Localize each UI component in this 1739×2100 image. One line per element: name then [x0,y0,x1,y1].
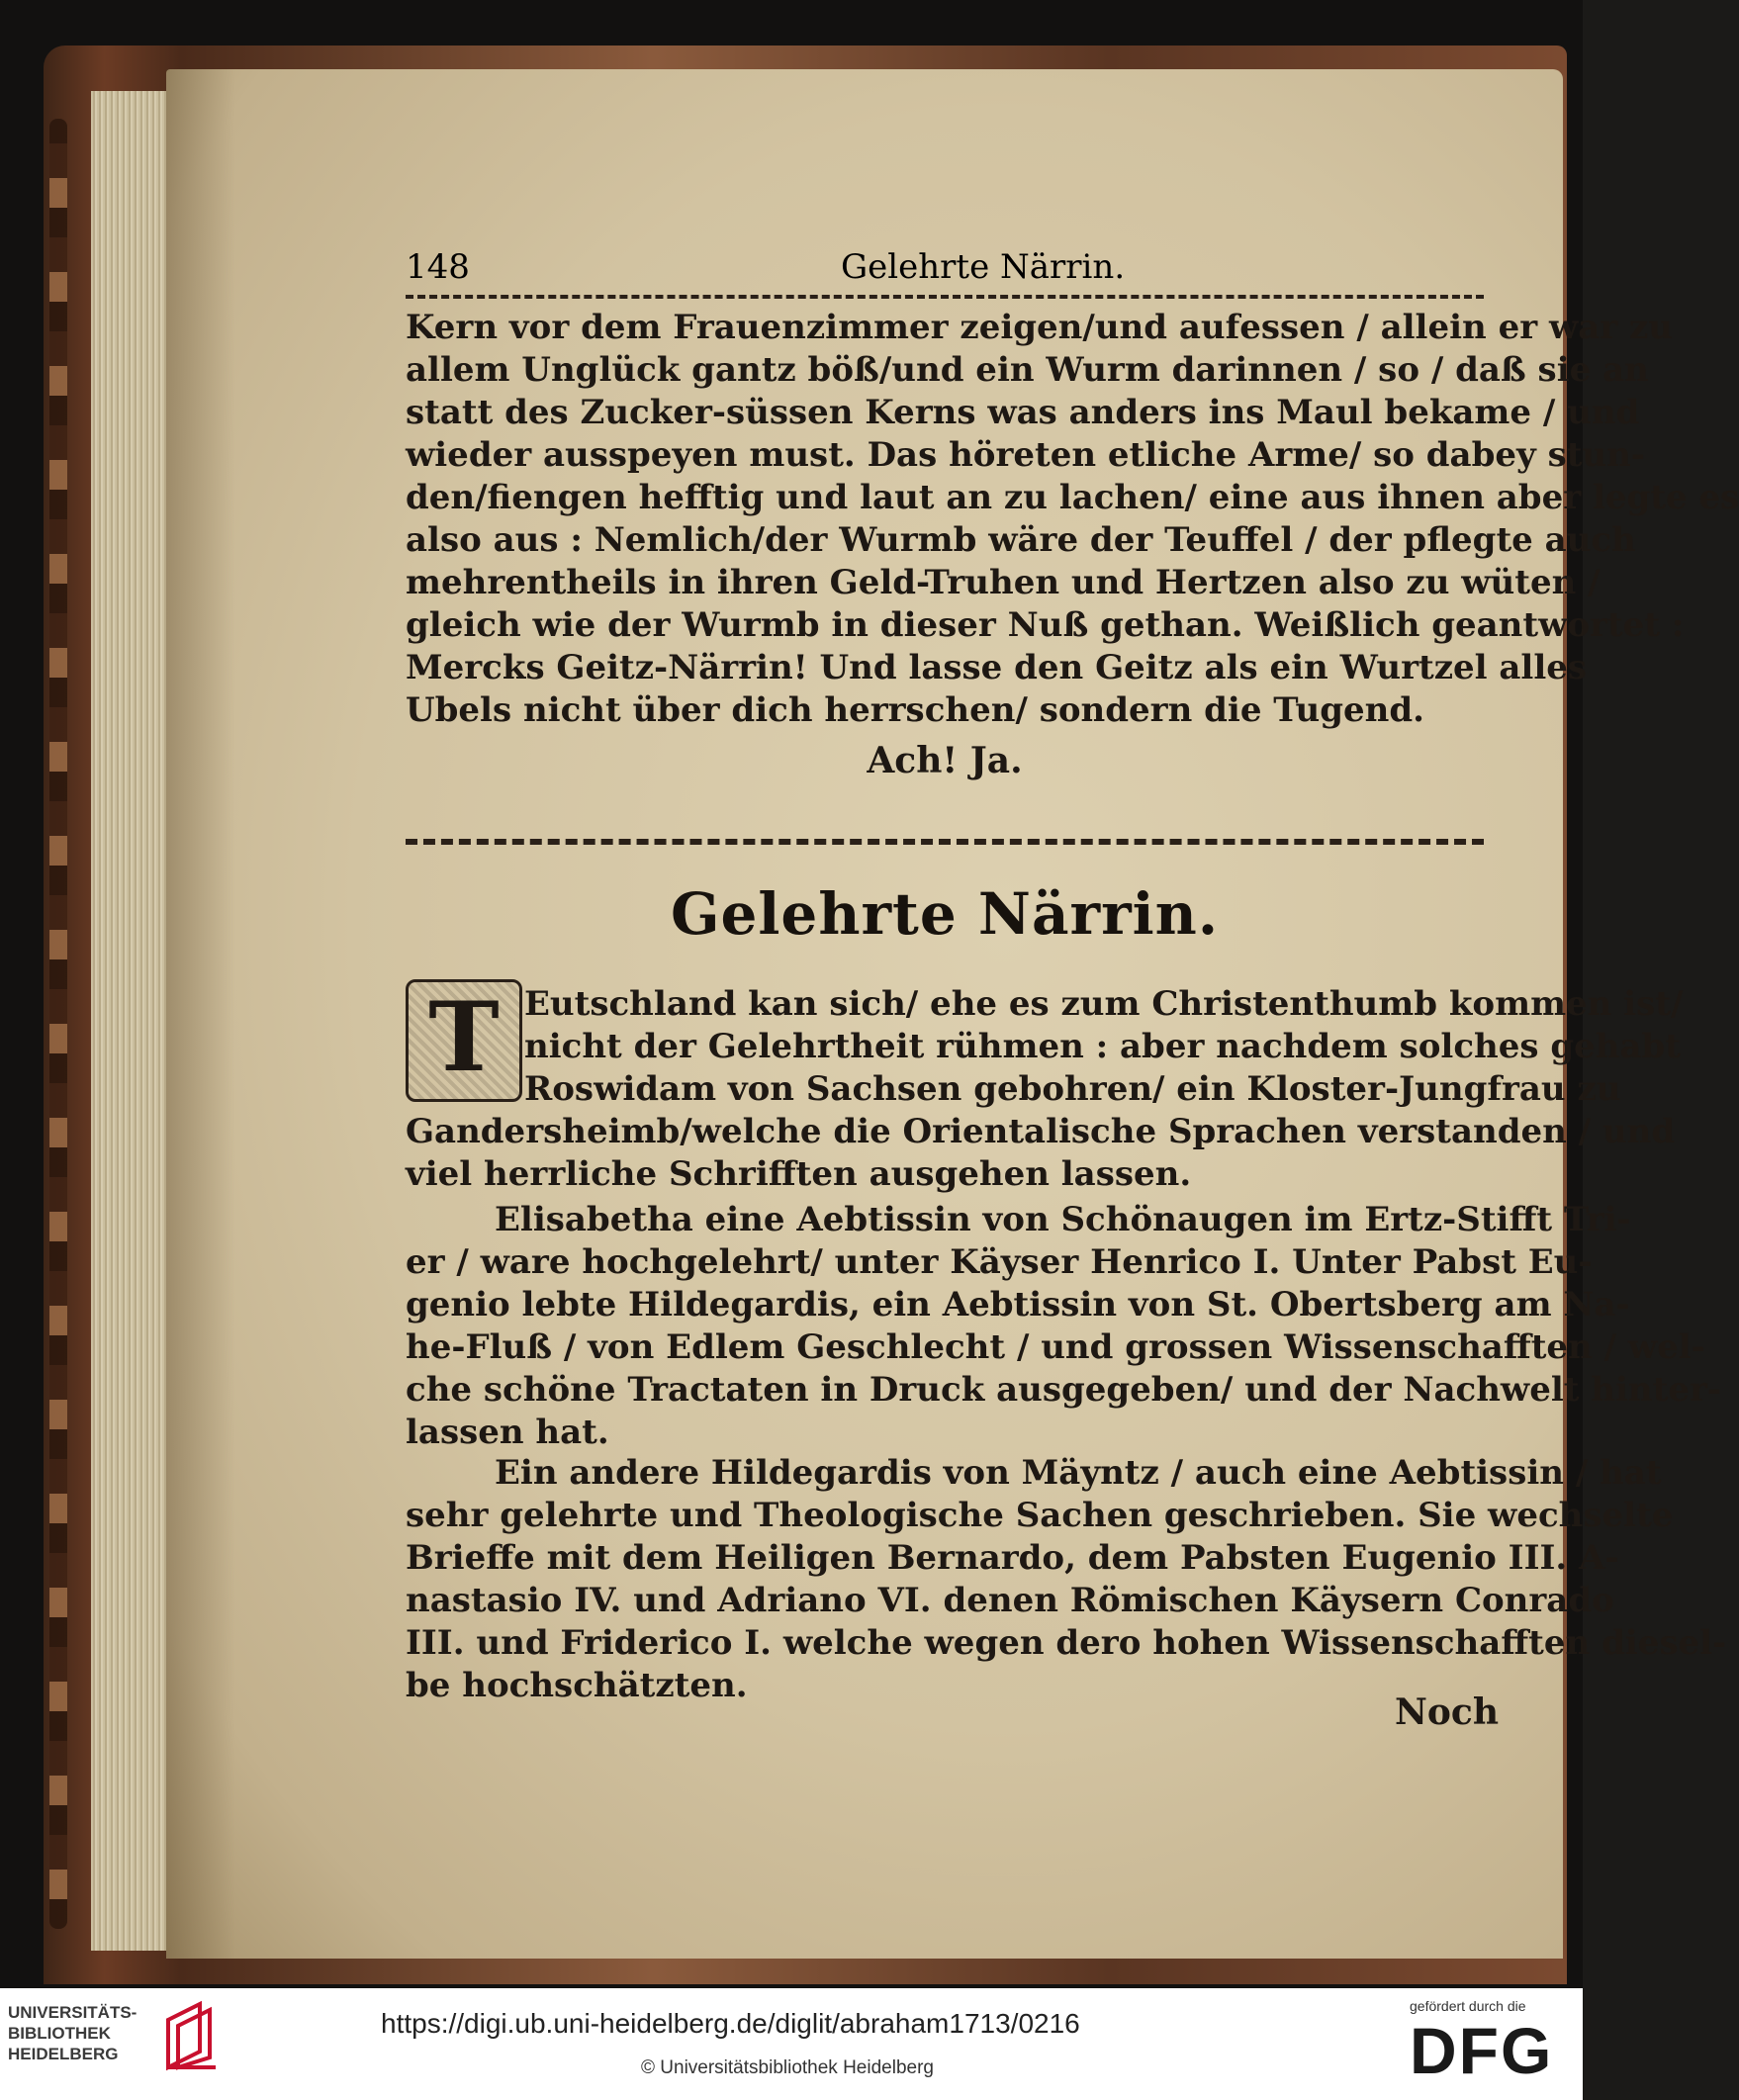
text-line: statt des Zucker-süssen Kerns was anders ins Maul bekame / und [406,393,1640,432]
text-line: Roswidam von Sachsen gebohren/ ein Kloster-Jungfrau zu [524,1069,1621,1109]
text-line: che schöne Tractaten in Druck ausgegeben/ und der Nachwelt hinter- [406,1370,1722,1410]
paragraph-2 [406,983,1684,1196]
dfg-logo: DFG [1410,2014,1554,2087]
text-line: er / ware hochgelehrt/ unter Käyser Henrico I. Unter Pabst Eu- [406,1242,1593,1282]
paragraph-1 [406,307,1739,732]
text-line: III. und Friderico I. welche wegen dero hohen Wissenschafften diesel- [406,1623,1727,1663]
drop-cap: T [406,979,522,1102]
page-gutter-shadow [166,69,235,1959]
section-divider [406,839,1484,845]
page-edges [91,91,174,1951]
logo-line: UNIVERSITÄTS- [8,2003,137,2022]
text-line: wieder ausspeyen must. Das höreten etliche Arme/ so dabey stun- [406,435,1645,475]
funding-caption: gefördert durch die [1410,1998,1526,2014]
text-line: nastasio IV. und Adriano VI. denen Römischen Käysern Conrado [406,1581,1614,1620]
catchword: Noch [1395,1691,1500,1733]
logo-line: BIBLIOTHEK [8,2024,111,2043]
text-line: Kern vor dem Frauenzimmer zeigen/und aufessen / allein er war zu [406,308,1674,347]
library-logo-text [8,2002,137,2064]
running-head: Gelehrte Närrin. [841,247,1126,287]
text-line: Brieffe mit dem Heiligen Bernardo, dem Pabsten Eugenio III. A- [406,1538,1619,1578]
logo-line: HEIDELBERG [8,2045,119,2063]
text-line: lassen hat. [406,1413,609,1452]
text-line: Eutschland kan sich/ ehe es zum Christenthumb kommen ist/ [524,984,1684,1024]
permalink-url[interactable]: https://digi.ub.uni-heidelberg.de/diglit/abraham1713/0216 [381,2008,1080,2039]
header-rule [406,295,1484,299]
text-line: also aus : Nemlich/der Wurmb wäre der Teuffel / der pflegte auch [406,520,1636,560]
closing-line: Ach! Ja. [867,740,1023,781]
viewer-footer [0,1988,1583,2100]
cover-edge-decoration [49,119,67,1929]
text-line: Mercks Geitz-Närrin! Und lasse den Geitz als ein Wurtzel alles [406,648,1588,687]
paragraph-4 [406,1452,1727,1707]
text-line: be hochschätzten. [406,1666,748,1705]
text-line: allem Unglück gantz böß/und ein Wurm darinnen / so / daß sie an [406,350,1649,390]
paragraph-3 [406,1199,1722,1454]
text-line: gleich wie der Wurmb in dieser Nuß gethan. Weißlich geantwortet : [406,605,1685,645]
section-title: Gelehrte Närrin. [670,880,1220,948]
text-line: he-Fluß / von Edlem Geschlecht / und grossen Wissenschafften / wel- [406,1327,1705,1367]
text-line: sehr gelehrte und Theologische Sachen geschrieben. Sie wechselte [406,1496,1674,1535]
text-line: Elisabetha eine Aebtissin von Schönaugen im Ertz-Stifft Tri- [495,1200,1631,1239]
page-number: 148 [406,247,470,287]
text-line: genio lebte Hildegardis, ein Aebtissin von St. Obertsberg am Na- [406,1285,1630,1324]
text-line: viel herrliche Schrifften ausgehen lassen. [406,1154,1192,1194]
library-logo-icon [160,1998,222,2071]
text-line: Gandersheimb/welche die Orientalische Sprachen verstanden / und [406,1112,1676,1151]
copyright-notice: © Universitätsbibliothek Heidelberg [641,2057,934,2078]
text-line: nicht der Gelehrtheit rühmen : aber nachdem solches gehabt [524,1027,1681,1066]
text-line: mehrentheils in ihren Geld-Truhen und Hertzen also zu wüten / [406,563,1601,602]
text-line: den/fiengen hefftig und laut an zu lachen/ eine aus ihnen aber legte es [406,478,1739,517]
text-line: Ubels nicht über dich herrschen/ sondern die Tugend. [406,690,1424,730]
text-line: Ein andere Hildegardis von Mäyntz / auch eine Aebtissin / hat [495,1453,1662,1493]
